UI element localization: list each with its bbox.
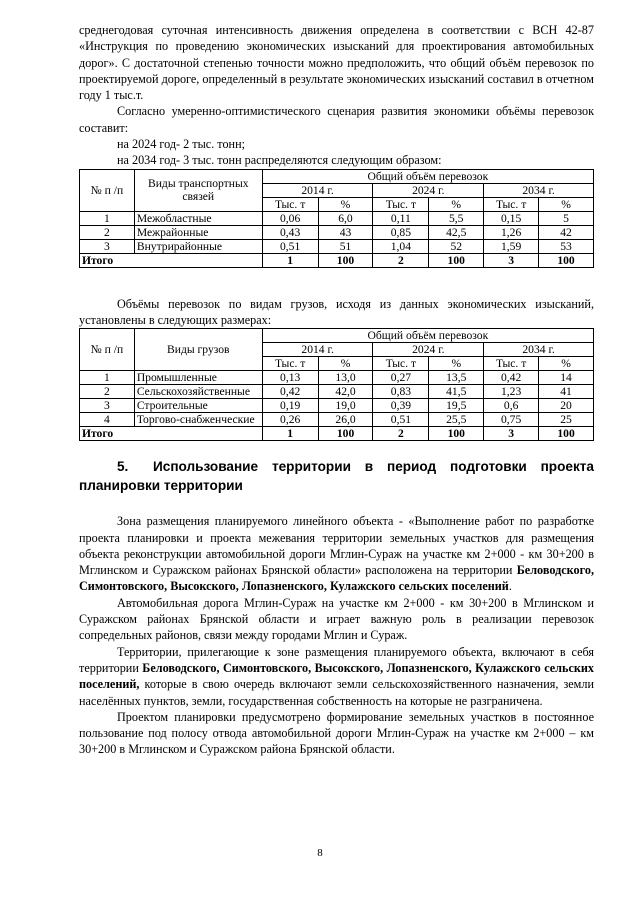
header-percent: %	[429, 197, 484, 211]
cell-value: 26,0	[318, 413, 373, 427]
cell-value: 100	[429, 427, 484, 441]
forecast-2024-line: на 2024 год- 2 тыс. тонн;	[117, 137, 245, 152]
table-row	[80, 399, 594, 413]
cell-value: 0,11	[373, 211, 429, 225]
header-percent: %	[429, 357, 484, 371]
territories-text-end: которые в свою очередь включают земли сельскохозяйственного назначения, земли населённых пунктов, земли, государственная собственность на которые не разграничена.	[79, 677, 594, 708]
header-year: 2034 г.	[484, 183, 594, 197]
header-percent: %	[539, 357, 594, 371]
row-number: 2	[80, 225, 135, 239]
header-unit: Тыс. т	[484, 197, 539, 211]
table-row	[80, 385, 594, 399]
cell-value: 53	[539, 239, 594, 253]
cell-value: 0,27	[373, 371, 429, 385]
header-cargo-type: Виды грузов	[134, 329, 262, 371]
header-total-volume: Общий объём перевозок	[262, 329, 593, 343]
header-unit: Тыс. т	[262, 357, 318, 371]
total-label: Итого	[80, 427, 263, 441]
cell-value: 0,75	[484, 413, 539, 427]
row-number: 4	[80, 413, 135, 427]
cell-value: 19,5	[429, 399, 484, 413]
cell-value: 5	[539, 211, 594, 225]
body-paragraph-road: Автомобильная дорога Мглин-Сураж на участке км 2+000 - км 30+200 в Мглинском и Суражском районах Брянской области и играет важную роль в реализации перевозок сопредельных районов, связи между городами Мглин и Сураж.	[79, 595, 594, 643]
header-number: № п /п	[80, 169, 135, 211]
header-year: 2014 г.	[262, 343, 373, 357]
cell-value: 3	[484, 427, 539, 441]
header-unit: Тыс. т	[373, 197, 429, 211]
total-row	[80, 427, 594, 441]
cell-value: 5,5	[429, 211, 484, 225]
row-name: Межрайонные	[134, 225, 262, 239]
cell-value: 0,42	[262, 385, 318, 399]
cell-value: 1,26	[484, 225, 539, 239]
cell-value: 100	[429, 253, 484, 267]
cell-value: 0,26	[262, 413, 318, 427]
cell-value: 43	[318, 225, 373, 239]
row-name: Сельскохозяйственные	[134, 385, 262, 399]
row-number: 2	[80, 385, 135, 399]
cell-value: 41	[539, 385, 594, 399]
header-percent: %	[318, 357, 373, 371]
header-unit: Тыс. т	[373, 357, 429, 371]
zone-text: Зона размещения планируемого линейного объекта - «Выполнение работ по разработке проекта планировки и проекта межевания территории земельных участков для размещения объекта реконструкции автомобильной дороги Мглин-Сураж на участке км 2+000 - км 30+200 в Мглинском и Суражском районах Брянской области» расположена на территории	[79, 514, 594, 578]
header-number: № п /п	[80, 329, 135, 371]
header-year: 2014 г.	[262, 183, 373, 197]
header-unit: Тыс. т	[484, 357, 539, 371]
cargo-paragraph: Объёмы перевозок по видам грузов, исходя из данных экономических изысканий, установлены в следующих размерах:	[79, 296, 594, 327]
cell-value: 0,83	[373, 385, 429, 399]
territories-text: Территории, прилегающие к зоне размещения планируемого объекта, включают в себя территории	[79, 644, 594, 675]
cell-value: 1,04	[373, 239, 429, 253]
table-row	[80, 413, 594, 427]
table-row	[80, 239, 594, 253]
territories-bold: Беловодского, Симонтовского, Высокского, Лопазненского, Кулажского сельских поселений,	[79, 660, 594, 692]
cell-value: 42,0	[318, 385, 373, 399]
cell-value: 0,19	[262, 399, 318, 413]
cell-value: 1,59	[484, 239, 539, 253]
row-number: 3	[80, 399, 135, 413]
cell-value: 1,23	[484, 385, 539, 399]
cell-value: 1	[262, 253, 318, 267]
cell-value: 0,6	[484, 399, 539, 413]
row-name: Промышленные	[134, 371, 262, 385]
cell-value: 14	[539, 371, 594, 385]
cell-value: 6,0	[318, 211, 373, 225]
cell-value: 0,06	[262, 211, 318, 225]
row-name: Торгово-снабженческие	[134, 413, 262, 427]
header-percent: %	[318, 197, 373, 211]
cell-value: 0,42	[484, 371, 539, 385]
body-paragraph-project: Проектом планировки предусмотрено формирование земельных участков в постоянное пользование под полосу отвода автомобильной дороги Мглин-Сураж на участке км 2+000 – км 30+200 в Мглинском и Суражском района Брянской области.	[79, 709, 594, 757]
cell-value: 42	[539, 225, 594, 239]
row-number: 1	[80, 211, 135, 225]
scenario-paragraph: Согласно умеренно-оптимистического сценария развития экономики объёмы перевозок составит:	[79, 104, 594, 135]
document-page	[79, 22, 594, 758]
total-row	[80, 253, 594, 267]
cell-value: 20	[539, 399, 594, 413]
cell-value: 13,5	[429, 371, 484, 385]
forecast-2034-line: на 2034 год- 3 тыс. тонн распределяются следующим образом:	[117, 153, 442, 168]
cell-value: 13,0	[318, 371, 373, 385]
cell-value: 0,39	[373, 399, 429, 413]
intro-paragraph: среднегодовая суточная интенсивность движения определена в соответствии с ВСН 42-87 «Инструкция по проведению экономических изысканий для проектирования автомобильных дорог». С достаточной степенью точности можно предположить, что общий объём перевозок по проектируемой дороге, определенный в результате экономических изысканий составил в отчетном году 1 тыс.т.	[79, 23, 594, 103]
total-label: Итого	[80, 253, 263, 267]
row-name: Межобластные	[134, 211, 262, 225]
cell-value: 100	[539, 427, 594, 441]
row-number: 1	[80, 371, 135, 385]
cargo-types-table	[79, 328, 594, 441]
cell-value: 100	[318, 427, 373, 441]
row-name: Строительные	[134, 399, 262, 413]
cell-value: 0,85	[373, 225, 429, 239]
settlements-bold: Беловодского, Симонтовского, Высокского, Лопазненского, Кулажского сельских поселений	[79, 563, 594, 594]
cell-value: 1	[262, 427, 318, 441]
cell-value: 0,15	[484, 211, 539, 225]
body-paragraph-zone	[79, 513, 594, 594]
cell-value: 2	[373, 427, 429, 441]
table-row	[80, 371, 594, 385]
cell-value: 0,51	[262, 239, 318, 253]
cell-value: 41,5	[429, 385, 484, 399]
cell-value: 2	[373, 253, 429, 267]
section-heading	[79, 457, 594, 495]
header-percent: %	[539, 197, 594, 211]
table-row	[80, 211, 594, 225]
header-total-volume: Общий объём перевозок	[262, 169, 593, 183]
row-number: 3	[80, 239, 135, 253]
section-number: 5.	[117, 459, 129, 475]
cell-value: 0,51	[373, 413, 429, 427]
header-year: 2024 г.	[373, 343, 484, 357]
table-row	[80, 225, 594, 239]
cell-value: 100	[318, 253, 373, 267]
zone-text-end: .	[508, 579, 512, 594]
row-name: Внутрирайонные	[134, 239, 262, 253]
section-title: Использование территории в период подготовки проекта планировки территории	[79, 459, 594, 494]
cell-value: 25	[539, 413, 594, 427]
cell-value: 25,5	[429, 413, 484, 427]
header-unit: Тыс. т	[262, 197, 318, 211]
body-paragraph-territories	[79, 644, 594, 709]
cell-value: 52	[429, 239, 484, 253]
cell-value: 19,0	[318, 399, 373, 413]
page-number: 8	[317, 847, 323, 859]
cell-value: 0,43	[262, 225, 318, 239]
cell-value: 51	[318, 239, 373, 253]
header-link-type: Виды транспортных связей	[134, 169, 262, 211]
header-year: 2034 г.	[484, 343, 594, 357]
cell-value: 42,5	[429, 225, 484, 239]
transport-links-table	[79, 169, 594, 268]
cell-value: 0,13	[262, 371, 318, 385]
cell-value: 100	[539, 253, 594, 267]
cell-value: 3	[484, 253, 539, 267]
header-year: 2024 г.	[373, 183, 484, 197]
